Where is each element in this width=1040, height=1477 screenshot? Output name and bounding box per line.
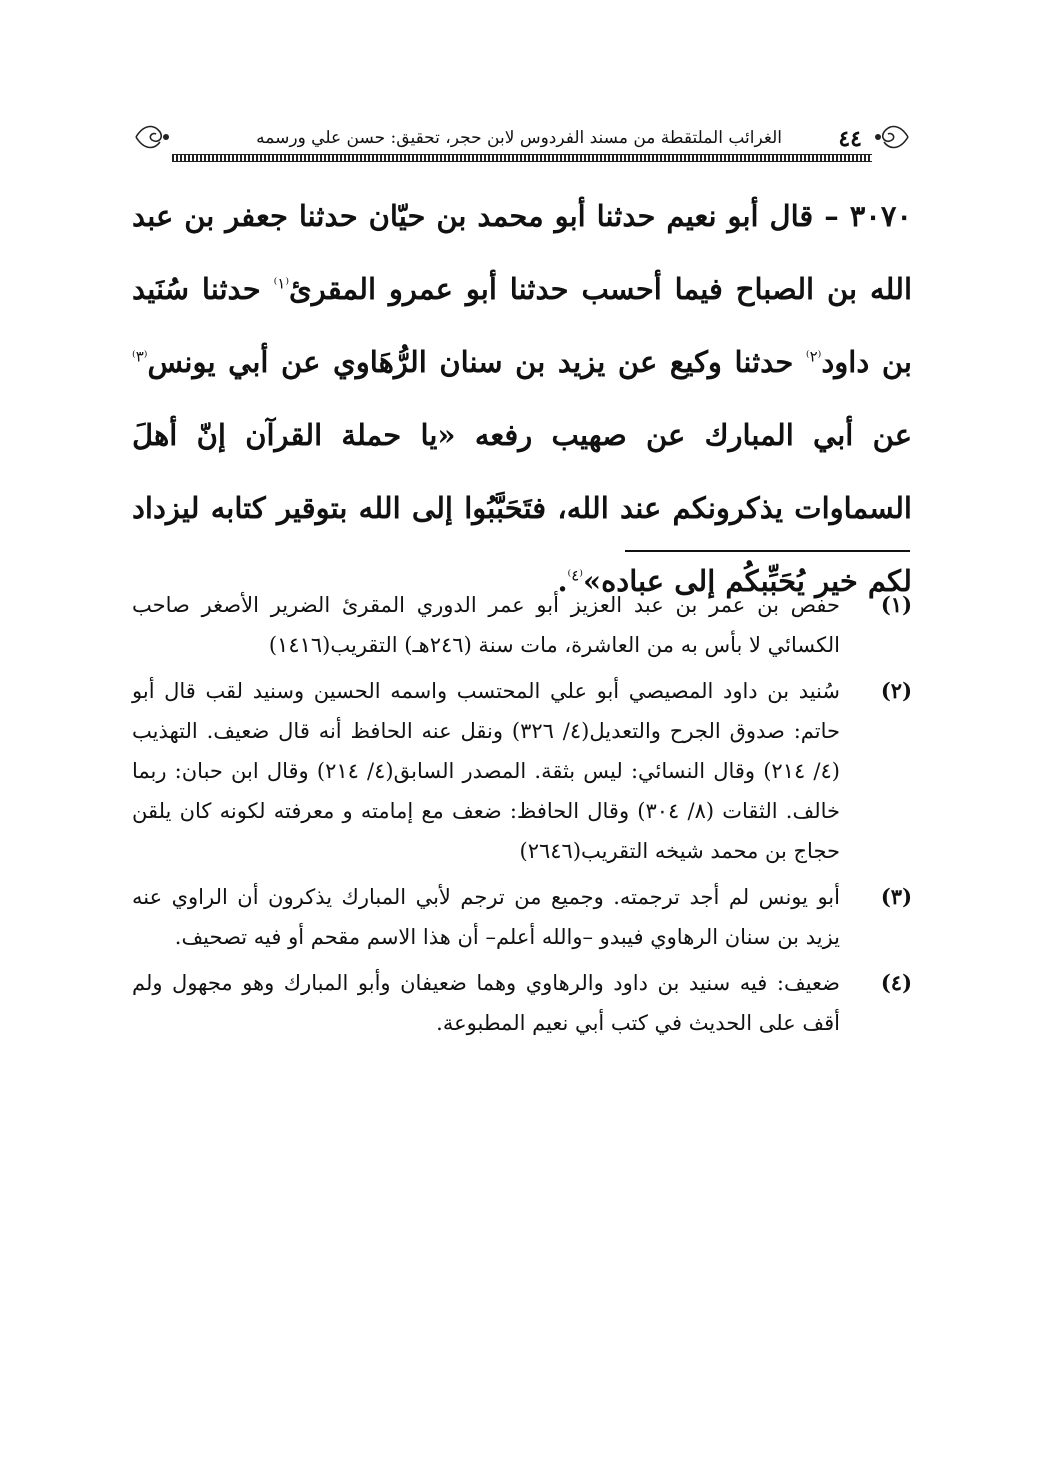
- footnote-text: حفص بن عمر بن عبد العزيز أبو عمر الدوري المقرئ الضرير الأصغر صاحب الكسائي لا بأس به من العاشرة، مات سنة (٢٤٦هـ) التقريب(١٤١٦): [132, 593, 840, 657]
- footnote-number: (٣): [880, 884, 912, 909]
- footnote-3: [132, 877, 912, 957]
- isnad-text: حدثنا وكيع عن يزيد بن سنان الرُّهَاوي عن أبي يونس: [147, 345, 806, 379]
- footnote-divider: [625, 550, 910, 552]
- hadith-matn: «يا حملة القرآن إنّ أهلَ السماوات يذكرونكم عند الله، فتَحَبَّبُوا إلى الله بتوقير كتابه ليزداد لكم خير يُحَبِّبكُم إلى عباده»: [132, 418, 912, 598]
- footnote-4: [132, 963, 912, 1043]
- period: .: [557, 564, 568, 598]
- running-title: الغرائب الملتقطة من مسند الفردوس لابن حجر، تحقيق: حسن علي ورسمه: [256, 128, 782, 148]
- footnote-text: سُنيد بن داود المصيصي أبو علي المحتسب واسمه الحسين وسنيد لقب قال أبو حاتم: صدوق الجرح والتعديل(٤/ ٣٢٦) ونقل عنه الحافظ أنه قال ضعيف. التهذيب (٤/ ٢١٤) وقال النسائي: ليس بثقة. المصدر السابق(٤/ ٢١٤) وقال ابن حبان: ربما خالف. الثقات (٨/ ٣٠٤) وقال الحافظ: ضعف مع إمامته و معرفته لكونه كان يلقن حجاج بن محمد شيخه التقريب(٢٦٤٦): [132, 679, 840, 863]
- footnote-text: ضعيف: فيه سنيد بن داود والرهاوي وهما ضعيفان وأبو المبارك وهو مجهول ولم أقف على الحديث في كتب أبي نعيم المطبوعة.: [132, 971, 840, 1035]
- page-header: [132, 120, 912, 158]
- footnote-marker-3[interactable]: ⁽٣⁾: [132, 347, 148, 366]
- footnote-number: (١): [880, 592, 912, 617]
- footnote-text: أبو يونس لم أجد ترجمته. وجميع من ترجم لأبي المبارك يذكرون أن الراوي عنه يزيد بن سنان الرهاوي فيبدو –والله أعلم– أن هذا الاسم مقحم أو فيه تصحيف.: [132, 885, 840, 949]
- footnote-marker-1[interactable]: ⁽١⁾: [273, 274, 289, 293]
- isnad-text: عن أبي المبارك عن صهيب رفعه: [455, 418, 912, 452]
- footnotes: [132, 585, 912, 1049]
- floral-ornament-icon: [870, 122, 912, 152]
- footnote-marker-4[interactable]: ⁽٤⁾: [567, 566, 583, 585]
- footnote-number: (٢): [880, 678, 912, 703]
- page-number: ٤٤: [838, 126, 862, 152]
- footnote-marker-2[interactable]: ⁽٢⁾: [805, 347, 822, 366]
- hadith-entry: [132, 180, 912, 618]
- footnote-number: (٤): [880, 970, 912, 995]
- header-rule: [172, 154, 872, 162]
- isnad-text: حدثنا سُنَيد بن داود: [132, 272, 913, 379]
- footnote-1: [132, 585, 912, 665]
- floral-ornament-icon: [132, 122, 174, 152]
- isnad-text: ٣٠٧٠ – قال أبو نعيم حدثنا أبو محمد بن حيّان حدثنا جعفر بن عبد الله بن الصباح فيما أحسب حدثنا أبو عمرو المقرئ: [132, 199, 912, 306]
- footnote-2: [132, 671, 912, 871]
